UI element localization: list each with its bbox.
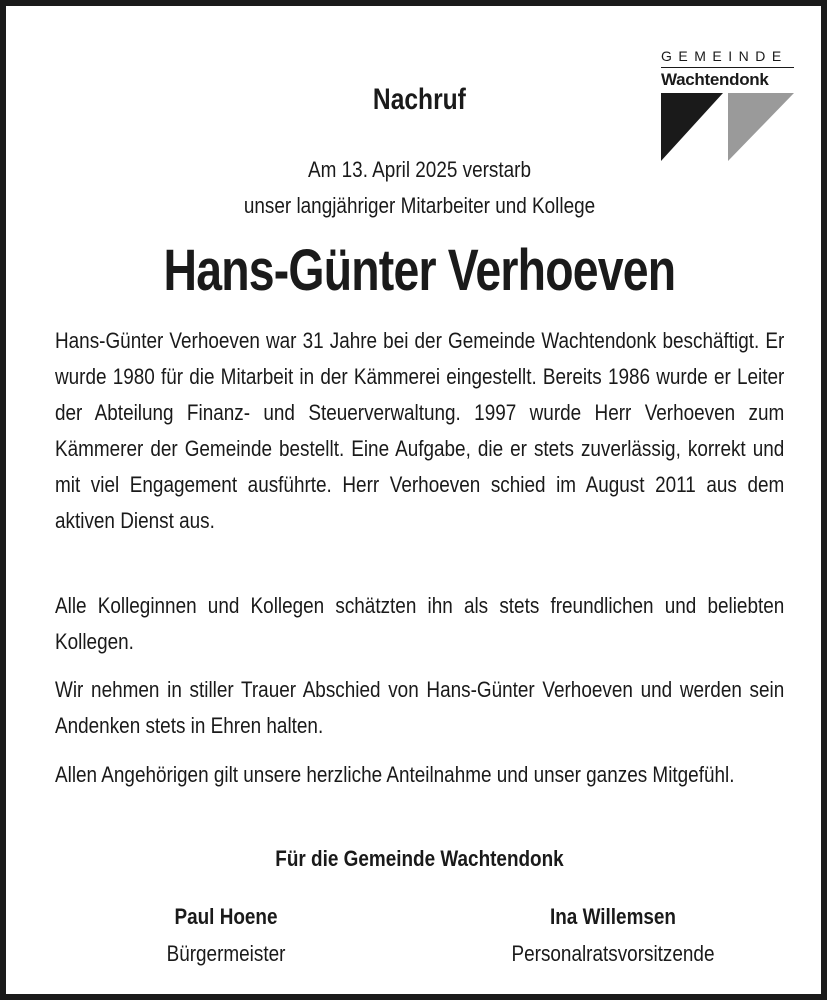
intro-line-2: unser langjähriger Mitarbeiter und Kollege (243, 193, 596, 218)
closing-line (6, 842, 827, 876)
signatory-left (26, 900, 426, 974)
intro-text (6, 152, 827, 224)
closing-text: Für die Gemeinde Wachtendonk (275, 846, 564, 871)
logo-municipality-name: Wachtendonk (661, 70, 769, 89)
paragraph-career (55, 323, 784, 539)
signatory-name: Ina Willemsen (549, 904, 676, 929)
intro-line-1: Am 13. April 2025 verstarb (308, 157, 531, 182)
paragraph-farewell-text: Wir nehmen in stiller Trauer Abschied von Hans-Günter Verhoeven und werden sein Andenken stets in Ehren halten. (55, 677, 785, 738)
signatory-role: Bürgermeister (166, 941, 286, 966)
deceased-name: Hans-Günter Verhoeven (163, 238, 676, 303)
paragraph-career-text: Hans-Günter Verhoeven war 31 Jahre bei der Gemeinde Wachtendonk beschäftigt. Er wurde 1980 für die Mitarbeit in der Kämmerei eingestellt. Bereits 1986 wurde er Leiter der Abteilung Finanz- und Steuerverwaltung. 1997 wurde Herr Verhoeven zum Kämmerer der Gemeinde bestellt. Eine Aufgabe, die er stets zuverlässig, korrekt und mit viel Engagement ausführte. Herr Verhoeven schied im August 2011 aus dem aktiven Dienst aus. (55, 328, 785, 533)
signatory-right (413, 900, 813, 974)
paragraph-colleagues (55, 588, 784, 660)
logo-gemeinde-text: GEMEINDE (661, 48, 788, 64)
paragraph-condolence-text: Allen Angehörigen gilt unsere herzliche Anteilnahme und unser ganzes Mitgefühl. (55, 762, 735, 787)
logo-rule (661, 67, 794, 68)
signatory-role: Personalratsvorsitzende (511, 941, 715, 966)
paragraph-condolence (55, 757, 784, 793)
page-title: Nachruf (372, 83, 466, 116)
signatory-name: Paul Hoene (174, 904, 278, 929)
paragraph-farewell (55, 672, 784, 744)
paragraph-colleagues-text: Alle Kolleginnen und Kollegen schätzten ihn als stets freundlichen und beliebten Kollegen. (55, 593, 785, 654)
